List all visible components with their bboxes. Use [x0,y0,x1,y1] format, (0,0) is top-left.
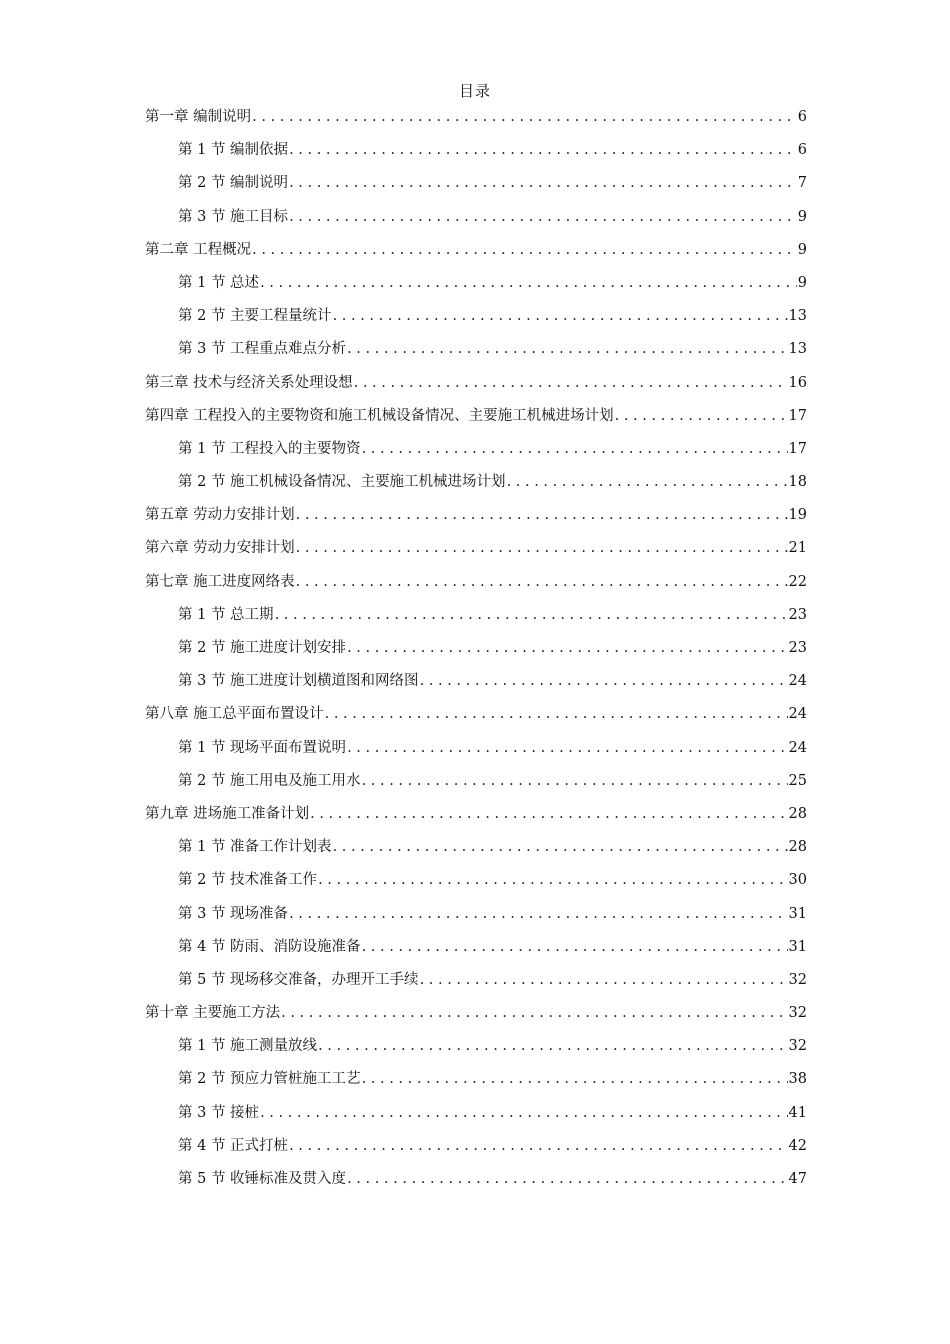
toc-dot-leader [347,1163,787,1196]
toc-section-entry[interactable] [145,864,807,897]
toc-dot-leader [354,367,788,400]
toc-dot-leader [296,532,788,565]
toc-page-number: 38 [788,1071,807,1088]
toc-dot-leader [420,665,788,698]
toc-entry-label: 第六章 劳动力安排计划 [145,540,295,557]
toc-page-number: 9 [797,274,807,291]
toc-dot-leader [289,898,787,931]
toc-page-number: 13 [788,308,807,325]
toc-chapter-entry[interactable] [145,400,807,433]
toc-section-entry[interactable] [145,1163,807,1196]
toc-chapter-entry[interactable] [145,499,807,532]
toc-entry-label: 第 1 节 编制依据 [178,142,289,159]
toc-dot-leader [507,466,788,499]
toc-dot-leader [252,234,797,267]
toc-section-entry[interactable] [145,333,807,366]
toc-page-number: 7 [797,175,807,192]
toc-entry-label: 第 1 节 现场平面布置说明 [178,739,347,756]
toc-entry-label: 第三章 技术与经济关系处理设想 [145,374,353,391]
toc-dot-leader [420,964,788,997]
toc-entry-label: 第 1 节 工程投入的主要物资 [178,440,361,457]
toc-section-entry[interactable] [145,134,807,167]
toc-dot-leader [275,599,788,632]
toc-page-number: 28 [788,839,807,856]
toc-page-number: 31 [788,905,807,922]
toc-page-number: 42 [788,1137,807,1154]
toc-section-entry[interactable] [145,599,807,632]
toc-entry-label: 第九章 进场施工准备计划 [145,805,310,822]
toc-dot-leader [260,267,797,300]
toc-section-entry[interactable] [145,765,807,798]
toc-section-entry[interactable] [145,1130,807,1163]
toc-dot-leader [296,499,788,532]
toc-dot-leader [362,1063,788,1096]
toc-page-number: 23 [788,606,807,623]
toc-dot-leader [289,134,797,167]
toc-section-entry[interactable] [145,300,807,333]
toc-dot-leader [318,1030,787,1063]
toc-entry-label: 第 1 节 总述 [178,274,260,291]
toc-page-number: 6 [797,142,807,159]
toc-chapter-entry[interactable] [145,234,807,267]
toc-chapter-entry[interactable] [145,798,807,831]
toc-dot-leader [347,333,787,366]
toc-entry-label: 第 4 节 正式打桩 [178,1137,289,1154]
toc-entry-label: 第 3 节 现场准备 [178,905,289,922]
toc-entry-label: 第 2 节 施工机械设备情况、主要施工机械进场计划 [178,474,506,491]
toc-page-number: 32 [788,971,807,988]
toc-section-entry[interactable] [145,1063,807,1096]
toc-entry-label: 第八章 施工总平面布置设计 [145,706,324,723]
toc-entry-label: 第五章 劳动力安排计划 [145,507,295,524]
toc-page-number: 30 [788,872,807,889]
toc-entry-label: 第 2 节 施工进度计划安排 [178,640,347,656]
toc-entry-label: 第 1 节 施工测量放线 [178,1038,318,1055]
toc-dot-leader [333,300,788,333]
toc-section-entry[interactable] [145,201,807,234]
toc-page-number: 19 [788,507,807,524]
toc-entry-label: 第二章 工程概况 [145,241,252,258]
toc-section-entry[interactable] [145,964,807,997]
toc-section-entry[interactable] [145,898,807,931]
toc-page-number: 22 [788,573,807,590]
toc-entry-label: 第四章 工程投入的主要物资和施工机械设备情况、主要施工机械进场计划 [145,407,614,424]
toc-section-entry[interactable] [145,831,807,864]
toc-chapter-entry[interactable] [145,532,807,565]
toc-entry-label: 第 2 节 编制说明 [178,175,289,192]
toc-section-entry[interactable] [145,167,807,200]
toc-dot-leader [289,1130,787,1163]
toc-entry-label: 第 3 节 接桩 [178,1104,260,1121]
toc-entry-label: 第 2 节 施工用电及施工用水 [178,772,361,789]
toc-page-number: 32 [788,1005,807,1022]
toc-chapter-entry[interactable] [145,367,807,400]
toc-section-entry[interactable] [145,732,807,765]
toc-dot-leader [281,997,787,1030]
toc-dot-leader [362,931,788,964]
toc-entry-label: 第 1 节 准备工作计划表 [178,839,332,856]
toc-section-entry[interactable] [145,931,807,964]
toc-entry-label: 第 5 节 收锤标准及贯入度 [178,1171,347,1187]
toc-page-number: 9 [797,241,807,258]
toc-page-number: 9 [797,208,807,225]
toc-dot-leader [362,765,788,798]
toc-dot-leader [318,864,787,897]
toc-dot-leader [289,201,797,234]
toc-page-number: 16 [788,374,807,391]
toc-entry-label: 第 3 节 施工进度计划横道图和网络图 [178,673,419,690]
toc-section-entry[interactable] [145,632,807,665]
toc-page-number: 21 [788,540,807,557]
toc-entry-label: 第 5 节 现场移交准备，办理开工手续 [178,971,419,988]
toc-title: 目录 [458,82,491,100]
toc-entry-label: 第 1 节 总工期 [178,606,274,623]
toc-dot-leader [325,698,788,731]
toc-entry-label: 第 3 节 施工目标 [178,208,289,225]
toc-entry-label: 第 2 节 预应力管桩施工工艺 [178,1071,361,1088]
toc-page-number: 17 [788,440,807,457]
toc-page-number: 13 [788,341,807,358]
toc-entry-label: 第 2 节 主要工程量统计 [178,308,332,325]
toc-entry-label: 第 2 节 技术准备工作 [178,872,318,889]
toc-list [145,101,807,1196]
toc-dot-leader [333,831,788,864]
toc-page-number: 41 [788,1104,807,1121]
toc-dot-leader [347,632,787,665]
toc-dot-leader [289,167,797,200]
toc-page-number: 31 [788,938,807,955]
toc-page-number: 47 [788,1171,807,1187]
toc-section-entry[interactable] [145,267,807,300]
toc-dot-leader [362,433,788,466]
toc-page-number: 25 [788,772,807,789]
toc-dot-leader [260,1097,787,1130]
toc-dot-leader [615,400,788,433]
toc-dot-leader [296,566,788,599]
toc-chapter-entry[interactable] [145,101,807,134]
toc-page-number: 28 [788,805,807,822]
toc-dot-leader [252,101,797,134]
toc-page-number: 24 [788,673,807,690]
toc-dot-leader [310,798,787,831]
toc-entry-label: 第十章 主要施工方法 [145,1005,281,1022]
toc-dot-leader [347,732,787,765]
toc-chapter-entry[interactable] [145,566,807,599]
toc-section-entry[interactable] [145,1097,807,1130]
toc-page-number: 17 [788,407,807,424]
toc-entry-label: 第一章 编制说明 [145,109,252,125]
toc-section-entry[interactable] [145,1030,807,1063]
toc-page-number: 24 [788,706,807,723]
toc-entry-label: 第 3 节 工程重点难点分析 [178,341,347,358]
toc-chapter-entry[interactable] [145,997,807,1030]
toc-page-number: 32 [788,1038,807,1055]
toc-page-number: 23 [788,640,807,656]
toc-page-number: 18 [788,474,807,491]
toc-section-entry[interactable] [145,466,807,499]
toc-section-entry[interactable] [145,665,807,698]
toc-page-number: 6 [797,109,807,125]
toc-entry-label: 第 4 节 防雨、消防设施准备 [178,938,361,955]
toc-page-number: 24 [788,739,807,756]
toc-section-entry[interactable] [145,433,807,466]
toc-entry-label: 第七章 施工进度网络表 [145,573,295,590]
toc-chapter-entry[interactable] [145,698,807,731]
